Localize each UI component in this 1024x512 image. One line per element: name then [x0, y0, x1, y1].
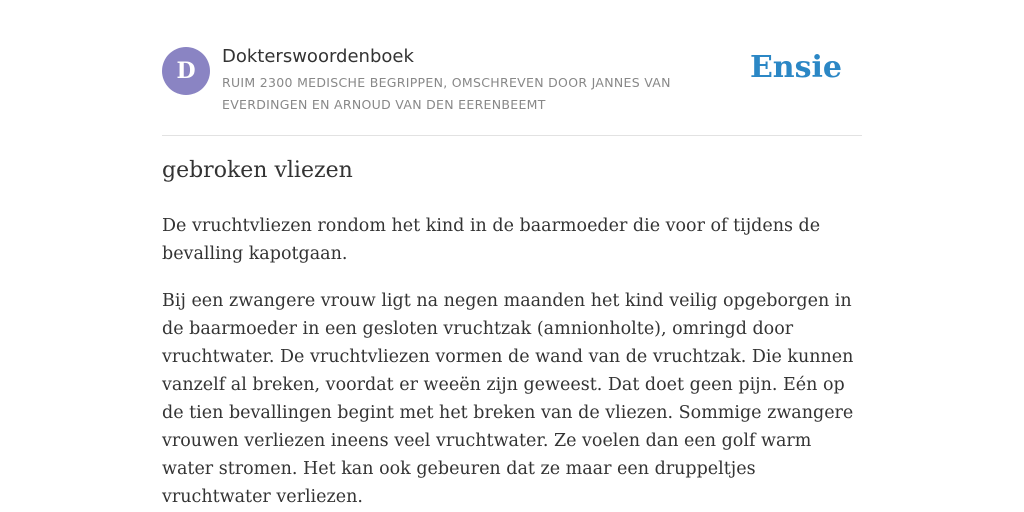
source-avatar[interactable]: D [162, 47, 210, 95]
definition-paragraph-1: De vruchtvliezen rondom het kind in de baarmoeder die voor of tijdens de bevalling kapotgaan. [162, 216, 821, 264]
page-container [162, 0, 862, 507]
source-description: RUIM 2300 MEDISCHE BEGRIPPEN, OMSCHREVEN DOOR JANNES VAN EVERDINGEN EN ARNOUD VAN DEN EERENBEEMT [222, 75, 671, 112]
ensie-logo-link[interactable]: Ensie [749, 50, 842, 85]
entry-term: gebroken vliezen [162, 158, 353, 183]
source-header [162, 0, 862, 136]
source-title[interactable]: Dokterswoordenboek [222, 46, 414, 67]
definition-paragraph-2: Bij een zwangere vrouw ligt na negen maanden het kind veilig opgeborgen in de baarmoeder in een gesloten vruchtzak (amnionholte), omringd door vruchtwater. De vruchtvliezen vormen de wand van de vruchtzak. Die kunnen vanzelf al breken, voordat er weeën zijn geweest. Dat doet geen pijn. Eén op de tien bevallingen begint met het breken van de vliezen. Sommige zwangere vrouwen verliezen ineens veel vruchtwater. Ze voelen dan een golf warm water stromen. Het kan ook gebeuren dat ze maar een druppeltjes vruchtwater verliezen. [162, 291, 854, 507]
